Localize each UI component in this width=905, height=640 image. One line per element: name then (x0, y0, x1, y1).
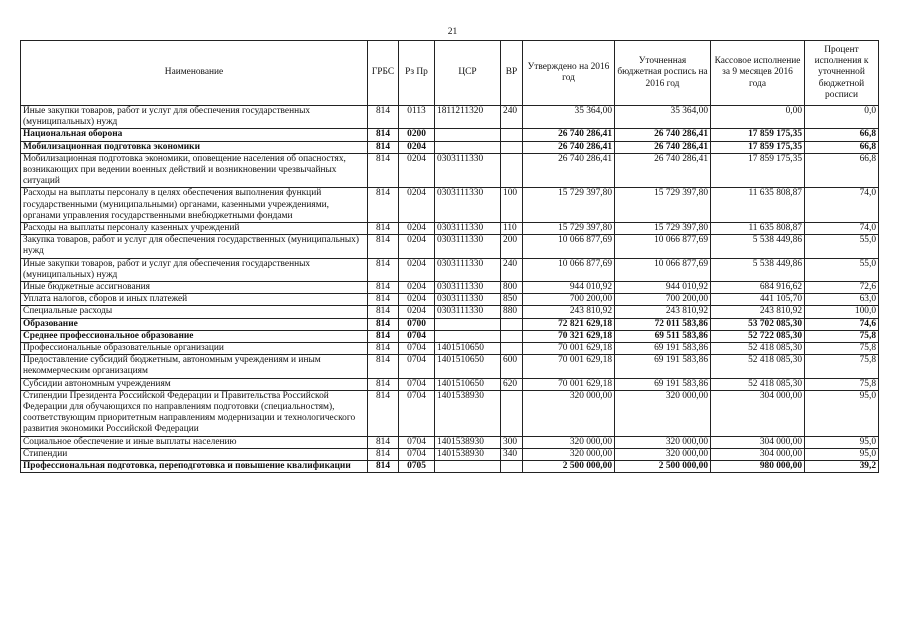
cell-percent: 63,0 (805, 294, 879, 306)
cell-approved: 26 740 286,41 (523, 141, 615, 153)
table-row (21, 106, 879, 129)
cell-rzpr: 0705 (399, 461, 435, 473)
cell-percent: 95,0 (805, 448, 879, 460)
table-row (21, 258, 879, 281)
cell-csr: 1401510650 (435, 378, 501, 390)
cell-percent: 55,0 (805, 258, 879, 281)
cell-cash: 11 635 808,87 (711, 188, 805, 223)
cell-grbs: 814 (368, 306, 399, 318)
cell-approved: 944 010,92 (523, 282, 615, 294)
cell-refined: 2 500 000,00 (615, 461, 711, 473)
cell-rzpr: 0204 (399, 188, 435, 223)
cell-name: Закупка товаров, работ и услуг для обеспечения государственных (муниципальных) нужд (21, 235, 368, 258)
cell-approved: 35 364,00 (523, 106, 615, 129)
cell-vr: 240 (501, 106, 523, 129)
header-vr: ВР (501, 41, 523, 106)
cell-vr (501, 129, 523, 141)
cell-refined: 15 729 397,80 (615, 188, 711, 223)
cell-rzpr: 0204 (399, 235, 435, 258)
cell-refined: 69 191 583,86 (615, 343, 711, 355)
cell-grbs: 814 (368, 106, 399, 129)
cell-refined: 72 011 583,86 (615, 318, 711, 330)
cell-percent: 95,0 (805, 390, 879, 436)
cell-refined: 10 066 877,69 (615, 258, 711, 281)
cell-rzpr: 0704 (399, 390, 435, 436)
cell-approved: 70 321 629,18 (523, 330, 615, 342)
table-row (21, 330, 879, 342)
cell-refined: 10 066 877,69 (615, 235, 711, 258)
cell-name: Расходы на выплаты персоналу в целях обеспечения выполнения функций государственными (муниципальными) органами, казенными учреждениями, органами управления государственными внебюджетными фондами (21, 188, 368, 223)
cell-refined: 320 000,00 (615, 436, 711, 448)
cell-rzpr: 0704 (399, 355, 435, 378)
cell-approved: 15 729 397,80 (523, 188, 615, 223)
cell-refined: 944 010,92 (615, 282, 711, 294)
cell-rzpr: 0204 (399, 223, 435, 235)
cell-rzpr: 0704 (399, 343, 435, 355)
cell-approved: 320 000,00 (523, 390, 615, 436)
cell-rzpr: 0204 (399, 153, 435, 188)
cell-rzpr: 0204 (399, 282, 435, 294)
cell-cash: 52 418 085,30 (711, 378, 805, 390)
cell-grbs: 814 (368, 129, 399, 141)
cell-name: Стипендии (21, 448, 368, 460)
cell-refined: 26 740 286,41 (615, 129, 711, 141)
cell-csr: 0303111330 (435, 235, 501, 258)
cell-percent: 66,8 (805, 153, 879, 188)
table-row (21, 235, 879, 258)
cell-grbs: 814 (368, 378, 399, 390)
cell-percent: 75,8 (805, 343, 879, 355)
cell-vr: 800 (501, 282, 523, 294)
cell-rzpr: 0704 (399, 378, 435, 390)
table-row (21, 390, 879, 436)
cell-cash: 52 418 085,30 (711, 343, 805, 355)
cell-name: Иные бюджетные ассигнования (21, 282, 368, 294)
cell-cash: 684 916,62 (711, 282, 805, 294)
cell-percent: 72,6 (805, 282, 879, 294)
cell-cash: 441 105,70 (711, 294, 805, 306)
cell-grbs: 814 (368, 223, 399, 235)
table-row (21, 378, 879, 390)
table-row (21, 306, 879, 318)
header-name: Наименование (21, 41, 368, 106)
cell-vr: 100 (501, 188, 523, 223)
cell-rzpr: 0200 (399, 129, 435, 141)
cell-rzpr: 0704 (399, 330, 435, 342)
cell-refined: 69 191 583,86 (615, 378, 711, 390)
cell-percent: 74,0 (805, 223, 879, 235)
table-row (21, 355, 879, 378)
cell-grbs: 814 (368, 282, 399, 294)
cell-percent: 55,0 (805, 235, 879, 258)
cell-rzpr: 0204 (399, 258, 435, 281)
cell-approved: 70 001 629,18 (523, 378, 615, 390)
cell-csr: 0303111330 (435, 153, 501, 188)
header-approved: Утверждено на 2016 год (523, 41, 615, 106)
cell-vr: 300 (501, 436, 523, 448)
cell-grbs: 814 (368, 343, 399, 355)
cell-cash: 53 702 085,30 (711, 318, 805, 330)
cell-percent: 100,0 (805, 306, 879, 318)
cell-approved: 243 810,92 (523, 306, 615, 318)
cell-percent: 74,6 (805, 318, 879, 330)
cell-refined: 69 191 583,86 (615, 355, 711, 378)
cell-grbs: 814 (368, 436, 399, 448)
cell-refined: 26 740 286,41 (615, 141, 711, 153)
table-row (21, 448, 879, 460)
cell-name: Национальная оборона (21, 129, 368, 141)
cell-csr: 0303111330 (435, 282, 501, 294)
cell-approved: 26 740 286,41 (523, 129, 615, 141)
cell-name: Иные закупки товаров, работ и услуг для обеспечения государственных (муниципальных) нужд (21, 258, 368, 281)
cell-rzpr: 0704 (399, 448, 435, 460)
budget-execution-table (20, 40, 879, 473)
cell-vr (501, 330, 523, 342)
table-row (21, 188, 879, 223)
table-row (21, 343, 879, 355)
cell-vr: 600 (501, 355, 523, 378)
header-csr: ЦСР (435, 41, 501, 106)
cell-approved: 70 001 629,18 (523, 355, 615, 378)
cell-csr: 0303111330 (435, 258, 501, 281)
cell-vr: 200 (501, 235, 523, 258)
cell-csr (435, 129, 501, 141)
cell-csr: 1401510650 (435, 343, 501, 355)
cell-vr (501, 141, 523, 153)
cell-csr (435, 141, 501, 153)
cell-cash: 980 000,00 (711, 461, 805, 473)
header-refined: Уточненная бюджетная роспись на 2016 год (615, 41, 711, 106)
cell-name: Расходы на выплаты персоналу казенных учреждений (21, 223, 368, 235)
page-number: 21 (447, 27, 458, 37)
cell-approved: 26 740 286,41 (523, 153, 615, 188)
cell-name: Профессиональная подготовка, переподготовка и повышение квалификации (21, 461, 368, 473)
header-percent: Процент исполнения к уточненной бюджетной росписи (805, 41, 879, 106)
table-row (21, 294, 879, 306)
cell-cash: 0,00 (711, 106, 805, 129)
cell-approved: 72 821 629,18 (523, 318, 615, 330)
cell-vr: 110 (501, 223, 523, 235)
cell-grbs: 814 (368, 141, 399, 153)
cell-percent: 0,0 (805, 106, 879, 129)
cell-vr (501, 461, 523, 473)
cell-cash: 304 000,00 (711, 436, 805, 448)
header-cash: Кассовое исполнение за 9 месяцев 2016 года (711, 41, 805, 106)
cell-name: Образование (21, 318, 368, 330)
cell-grbs: 814 (368, 461, 399, 473)
cell-approved: 320 000,00 (523, 448, 615, 460)
cell-vr: 240 (501, 258, 523, 281)
cell-grbs: 814 (368, 448, 399, 460)
cell-cash: 5 538 449,86 (711, 258, 805, 281)
cell-approved: 70 001 629,18 (523, 343, 615, 355)
cell-name: Стипендии Президента Российской Федерации и Правительства Российской Федерации для обучающихся по направлениям подготовки (специальностям), соответствующим приоритетным направлениям модернизации и технологического развития экономики Российской Федерации (21, 390, 368, 436)
cell-grbs: 814 (368, 355, 399, 378)
cell-vr (501, 343, 523, 355)
cell-grbs: 814 (368, 330, 399, 342)
cell-refined: 15 729 397,80 (615, 223, 711, 235)
cell-percent: 75,8 (805, 330, 879, 342)
cell-csr: 0303111330 (435, 188, 501, 223)
cell-vr (501, 318, 523, 330)
cell-cash: 11 635 808,87 (711, 223, 805, 235)
cell-cash: 17 859 175,35 (711, 141, 805, 153)
cell-approved: 10 066 877,69 (523, 235, 615, 258)
table-row (21, 282, 879, 294)
table-row (21, 436, 879, 448)
cell-grbs: 814 (368, 318, 399, 330)
cell-name: Иные закупки товаров, работ и услуг для обеспечения государственных (муниципальных) нужд (21, 106, 368, 129)
cell-csr: 1401538930 (435, 448, 501, 460)
cell-vr (501, 390, 523, 436)
cell-cash: 17 859 175,35 (711, 129, 805, 141)
cell-csr: 1811211320 (435, 106, 501, 129)
cell-cash: 52 722 085,30 (711, 330, 805, 342)
cell-rzpr: 0204 (399, 306, 435, 318)
cell-name: Предоставление субсидий бюджетным, автономным учреждениям и иным некоммерческим организациям (21, 355, 368, 378)
table-row (21, 153, 879, 188)
cell-name: Социальное обеспечение и иные выплаты населению (21, 436, 368, 448)
cell-rzpr: 0700 (399, 318, 435, 330)
cell-refined: 320 000,00 (615, 448, 711, 460)
cell-csr (435, 461, 501, 473)
cell-cash: 5 538 449,86 (711, 235, 805, 258)
cell-percent: 66,8 (805, 141, 879, 153)
cell-approved: 700 200,00 (523, 294, 615, 306)
cell-grbs: 814 (368, 390, 399, 436)
cell-name: Среднее профессиональное образование (21, 330, 368, 342)
cell-percent: 75,8 (805, 378, 879, 390)
cell-rzpr: 0113 (399, 106, 435, 129)
cell-vr: 340 (501, 448, 523, 460)
cell-approved: 2 500 000,00 (523, 461, 615, 473)
cell-csr (435, 318, 501, 330)
cell-refined: 700 200,00 (615, 294, 711, 306)
cell-approved: 320 000,00 (523, 436, 615, 448)
cell-grbs: 814 (368, 153, 399, 188)
cell-cash: 52 418 085,30 (711, 355, 805, 378)
cell-cash: 304 000,00 (711, 390, 805, 436)
table-row (21, 318, 879, 330)
cell-refined: 26 740 286,41 (615, 153, 711, 188)
cell-name: Профессиональные образовательные организации (21, 343, 368, 355)
cell-name: Мобилизационная подготовка экономики (21, 141, 368, 153)
cell-vr: 620 (501, 378, 523, 390)
cell-refined: 243 810,92 (615, 306, 711, 318)
cell-rzpr: 0204 (399, 141, 435, 153)
cell-cash: 243 810,92 (711, 306, 805, 318)
cell-csr: 1401538930 (435, 436, 501, 448)
table-body (21, 106, 879, 473)
cell-csr: 0303111330 (435, 294, 501, 306)
cell-vr (501, 153, 523, 188)
cell-vr: 850 (501, 294, 523, 306)
table-row (21, 223, 879, 235)
cell-approved: 10 066 877,69 (523, 258, 615, 281)
cell-csr: 0303111330 (435, 306, 501, 318)
cell-percent: 75,8 (805, 355, 879, 378)
cell-rzpr: 0704 (399, 436, 435, 448)
cell-csr: 0303111330 (435, 223, 501, 235)
cell-grbs: 814 (368, 235, 399, 258)
table-row (21, 141, 879, 153)
cell-refined: 35 364,00 (615, 106, 711, 129)
cell-grbs: 814 (368, 188, 399, 223)
table-row (21, 129, 879, 141)
cell-csr: 1401510650 (435, 355, 501, 378)
cell-vr: 880 (501, 306, 523, 318)
cell-name: Субсидии автономным учреждениям (21, 378, 368, 390)
cell-refined: 320 000,00 (615, 390, 711, 436)
header-rzpr: Рз Пр (399, 41, 435, 106)
cell-percent: 66,8 (805, 129, 879, 141)
cell-grbs: 814 (368, 294, 399, 306)
cell-refined: 69 511 583,86 (615, 330, 711, 342)
cell-name: Мобилизационная подготовка экономики, оповещение населения об опасностях, возникающих при ведении военных действий и возникновении чрезвычайных ситуаций (21, 153, 368, 188)
cell-name: Специальные расходы (21, 306, 368, 318)
cell-approved: 15 729 397,80 (523, 223, 615, 235)
cell-rzpr: 0204 (399, 294, 435, 306)
table-row (21, 461, 879, 473)
cell-percent: 39,2 (805, 461, 879, 473)
cell-csr (435, 330, 501, 342)
header-grbs: ГРБС (368, 41, 399, 106)
cell-csr: 1401538930 (435, 390, 501, 436)
table-header-row (21, 41, 879, 106)
cell-percent: 74,0 (805, 188, 879, 223)
cell-grbs: 814 (368, 258, 399, 281)
cell-name: Уплата налогов, сборов и иных платежей (21, 294, 368, 306)
cell-cash: 17 859 175,35 (711, 153, 805, 188)
cell-percent: 95,0 (805, 436, 879, 448)
cell-cash: 304 000,00 (711, 448, 805, 460)
